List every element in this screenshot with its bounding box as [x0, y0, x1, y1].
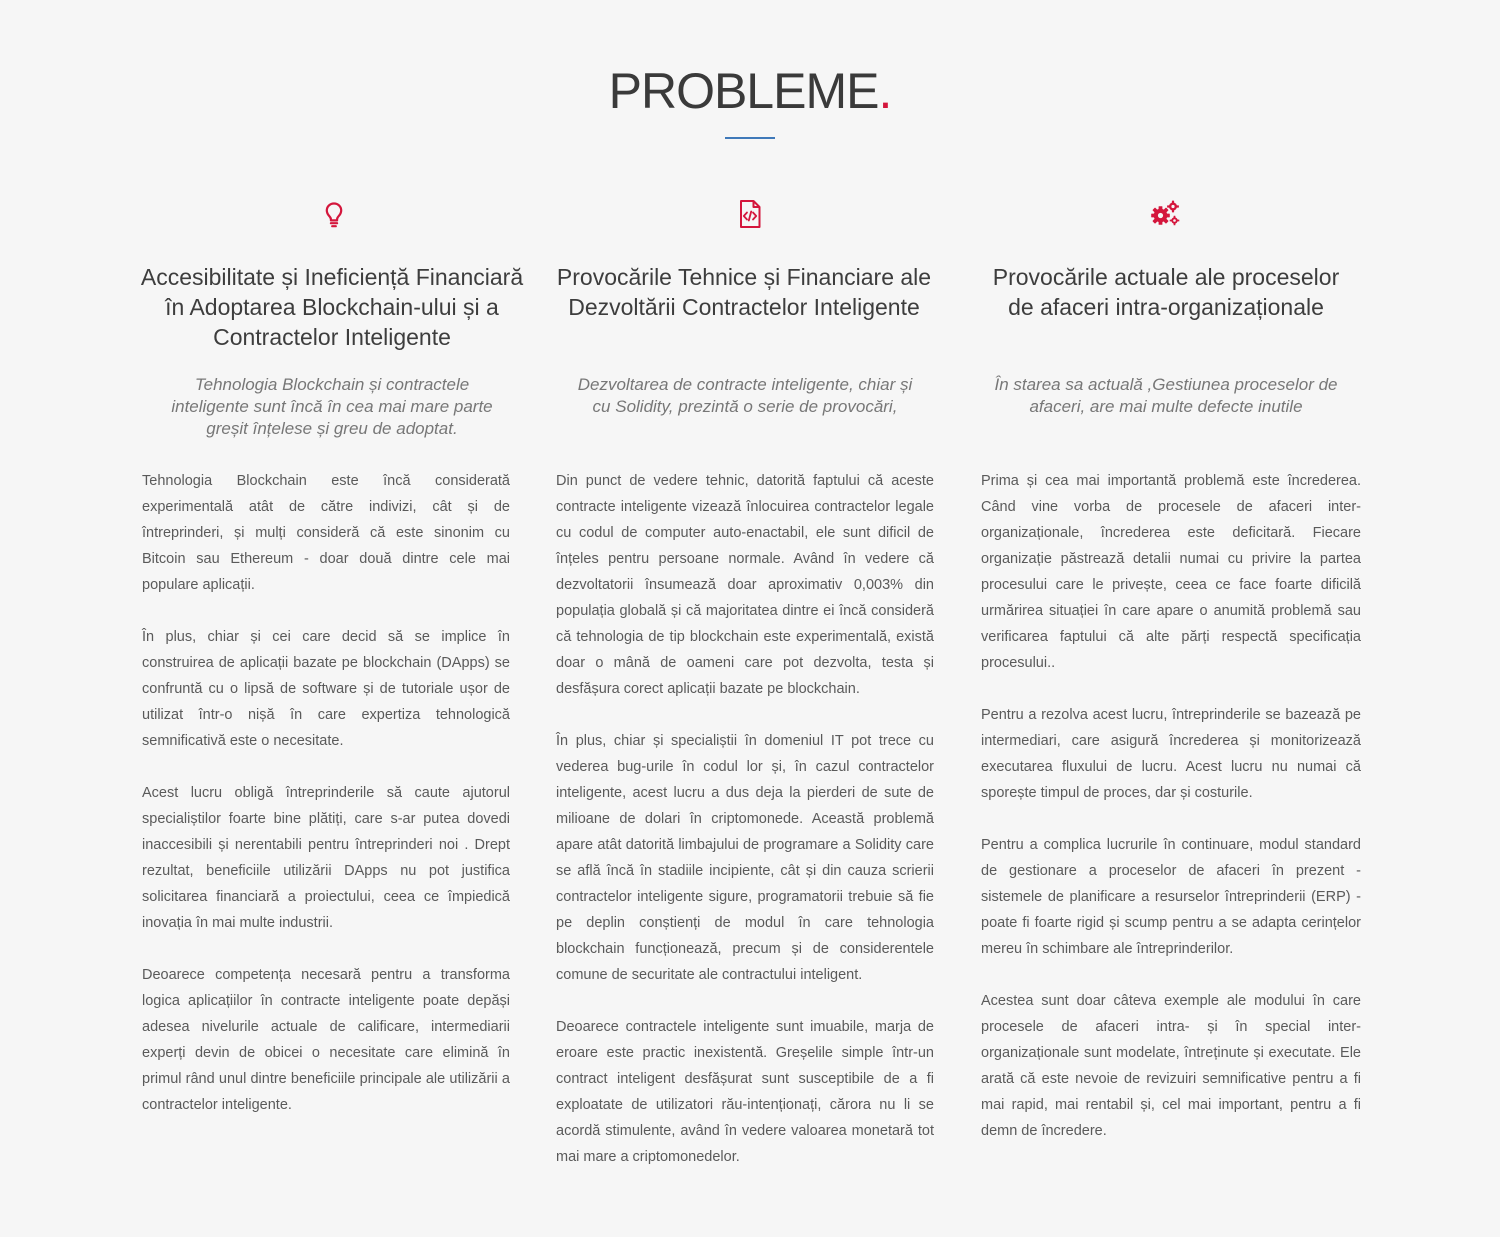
- card-paragraph: Deoarece contractele inteligente sunt imuabile, marja de eroare este practic inexistentă. Greșelile simple într-un contract inteligent desfășurat sunt susceptibile de a fi exploatate de utilizatori rău-intenționați, cărora nu li se acordă stimulente, având în vedere valoarea monetară tot mai mare a criptomonedelor.: [556, 1019, 934, 1165]
- title-dot: .: [878, 63, 892, 119]
- card-paragraph: Prima și cea mai importantă problemă este încrederea. Când vine vorba de procesele de afaceri inter-organizaționale, încrederea este deficitară. Fiecare organizație păstrează detalii numai cu privire la partea procesului care le privește, ceea ce face foarte dificilă urmărirea situației în care apare o anumită problemă sau verificarea faptului că alte părți respectă specificația procesului..: [981, 473, 1361, 671]
- card-body: [981, 468, 1361, 1144]
- card-paragraph: Acestea sunt doar câteva exemple ale modului în care procesele de afaceri intra- și în special inter-organizaționale sunt modelate, întreținute și executate. Ele arată că este nevoie de revizuiri semnificative pentru a fi mai rapid, mai rentabil și, cel mai important, pentru a fi demn de încredere.: [981, 993, 1361, 1139]
- lightbulb-icon: [318, 198, 350, 230]
- card-paragraph: În plus, chiar și specialiștii în domeniul IT pot trece cu vederea bug-urile în codul lor și, în cazul contractelor inteligente, acest lucru a dus deja la pierderi de sute de milioane de dolari în criptomonede. Această problemă apare atât datorită limbajului de programare a Solidity care se află încă în stadiile incipiente, cât și din cauza scrierii contractelor inteligente sigure, programatorii trebuie să fie pe deplin conștienți de modul în care tehnologia blockchain funcționează, precum și de considerentele comune de securitate ale contractului inteligent.: [556, 733, 934, 983]
- card-paragraph: Tehnologia Blockchain este încă considerată experimentală atât de către indivizi, cât și de întreprinderi, și mulți consideră că este sinonim cu Bitcoin sau Ethereum - doar două dintre cele mai populare aplicații.: [142, 473, 510, 593]
- card-paragraph: Pentru a complica lucrurile în continuare, modul standard de gestionare a proceselor de afaceri în prezent - sistemele de planificare a resurselor întreprinderii (ERP) - poate fi foarte rigid și scump pentru a se adapta cerințelor mereu în schimbare ale întreprinderilor.: [981, 837, 1361, 957]
- code-file-icon: [734, 198, 766, 230]
- title-divider: [725, 137, 775, 139]
- card-title: Accesibilitate și Ineficiență Financiară în Adoptarea Blockchain-ului și a Contractelor Inteligente: [140, 264, 524, 350]
- card-title: Provocările actuale ale proceselor de afaceri intra-organizaționale: [992, 264, 1340, 320]
- card-lead: Tehnologia Blockchain și contractele inteligente sunt încă în cea mai mare parte greșit înțelese și greu de adoptat.: [171, 375, 493, 438]
- card-lead: Dezvoltarea de contracte inteligente, chiar și cu Solidity, prezintă o serie de provocări,: [577, 375, 913, 416]
- gears-icon: [1149, 198, 1181, 230]
- card-body: [142, 468, 510, 1118]
- section-title-text: PROBLEME: [608, 63, 879, 119]
- card-paragraph: Acest lucru obligă întreprinderile să caute ajutorul specialiștilor foarte bine plătiți, care s-ar putea dovedi inaccesibili și nerentabili pentru întreprinderi noi . Drept rezultat, beneficiile utilizării DApps nu pot justifica solicitarea financiară a proiectului, ceea ce împiedică inovația în mai multe industrii.: [142, 785, 510, 931]
- card-lead: În starea sa actuală ,Gestiunea proceselor de afaceri, are mai multe defecte inutile: [994, 375, 1338, 416]
- section-title: [0, 62, 1500, 120]
- card-title: Provocările Tehnice și Financiare ale Dezvoltării Contractelor Inteligente: [556, 264, 932, 320]
- card-paragraph: Pentru a rezolva acest lucru, întreprinderile se bazează pe intermediari, care asigură încrederea și monitorizează executarea fluxului de lucru. Acest lucru nu numai că sporește timpul de proces, dar și costurile.: [981, 707, 1361, 801]
- card-paragraph: În plus, chiar și cei care decid să se implice în construirea de aplicații bazate pe blockchain (DApps) se confruntă cu o lipsă de software și de tutoriale ușor de utilizat într-o nișă în care expertiza tehnologică semnificativă este o necesitate.: [142, 629, 510, 749]
- card-paragraph: Deoarece competența necesară pentru a transforma logica aplicațiilor în contracte inteligente poate depăși adesea nivelurile actuale de calificare, intermediarii experți devin de obicei o necesitate care elimină în primul rând unul dintre beneficiile principale ale utilizării a contractelor inteligente.: [142, 967, 510, 1113]
- card-paragraph: Din punct de vedere tehnic, datorită faptului că aceste contracte inteligente vizează înlocuirea contractelor legale cu codul de computer auto-enactabil, ele sunt dificil de înțeles pentru persoane normale. Având în vedere că dezvoltatorii însumează doar aproximativ 0,003% din populația globală și că majoritatea dintre ei încă consideră că tehnologia de tip blockchain este experimentală, există doar o mână de oameni care pot dezvolta, testa și desfășura corect aplicații bazate pe blockchain.: [556, 473, 934, 697]
- card-body: [556, 468, 934, 1170]
